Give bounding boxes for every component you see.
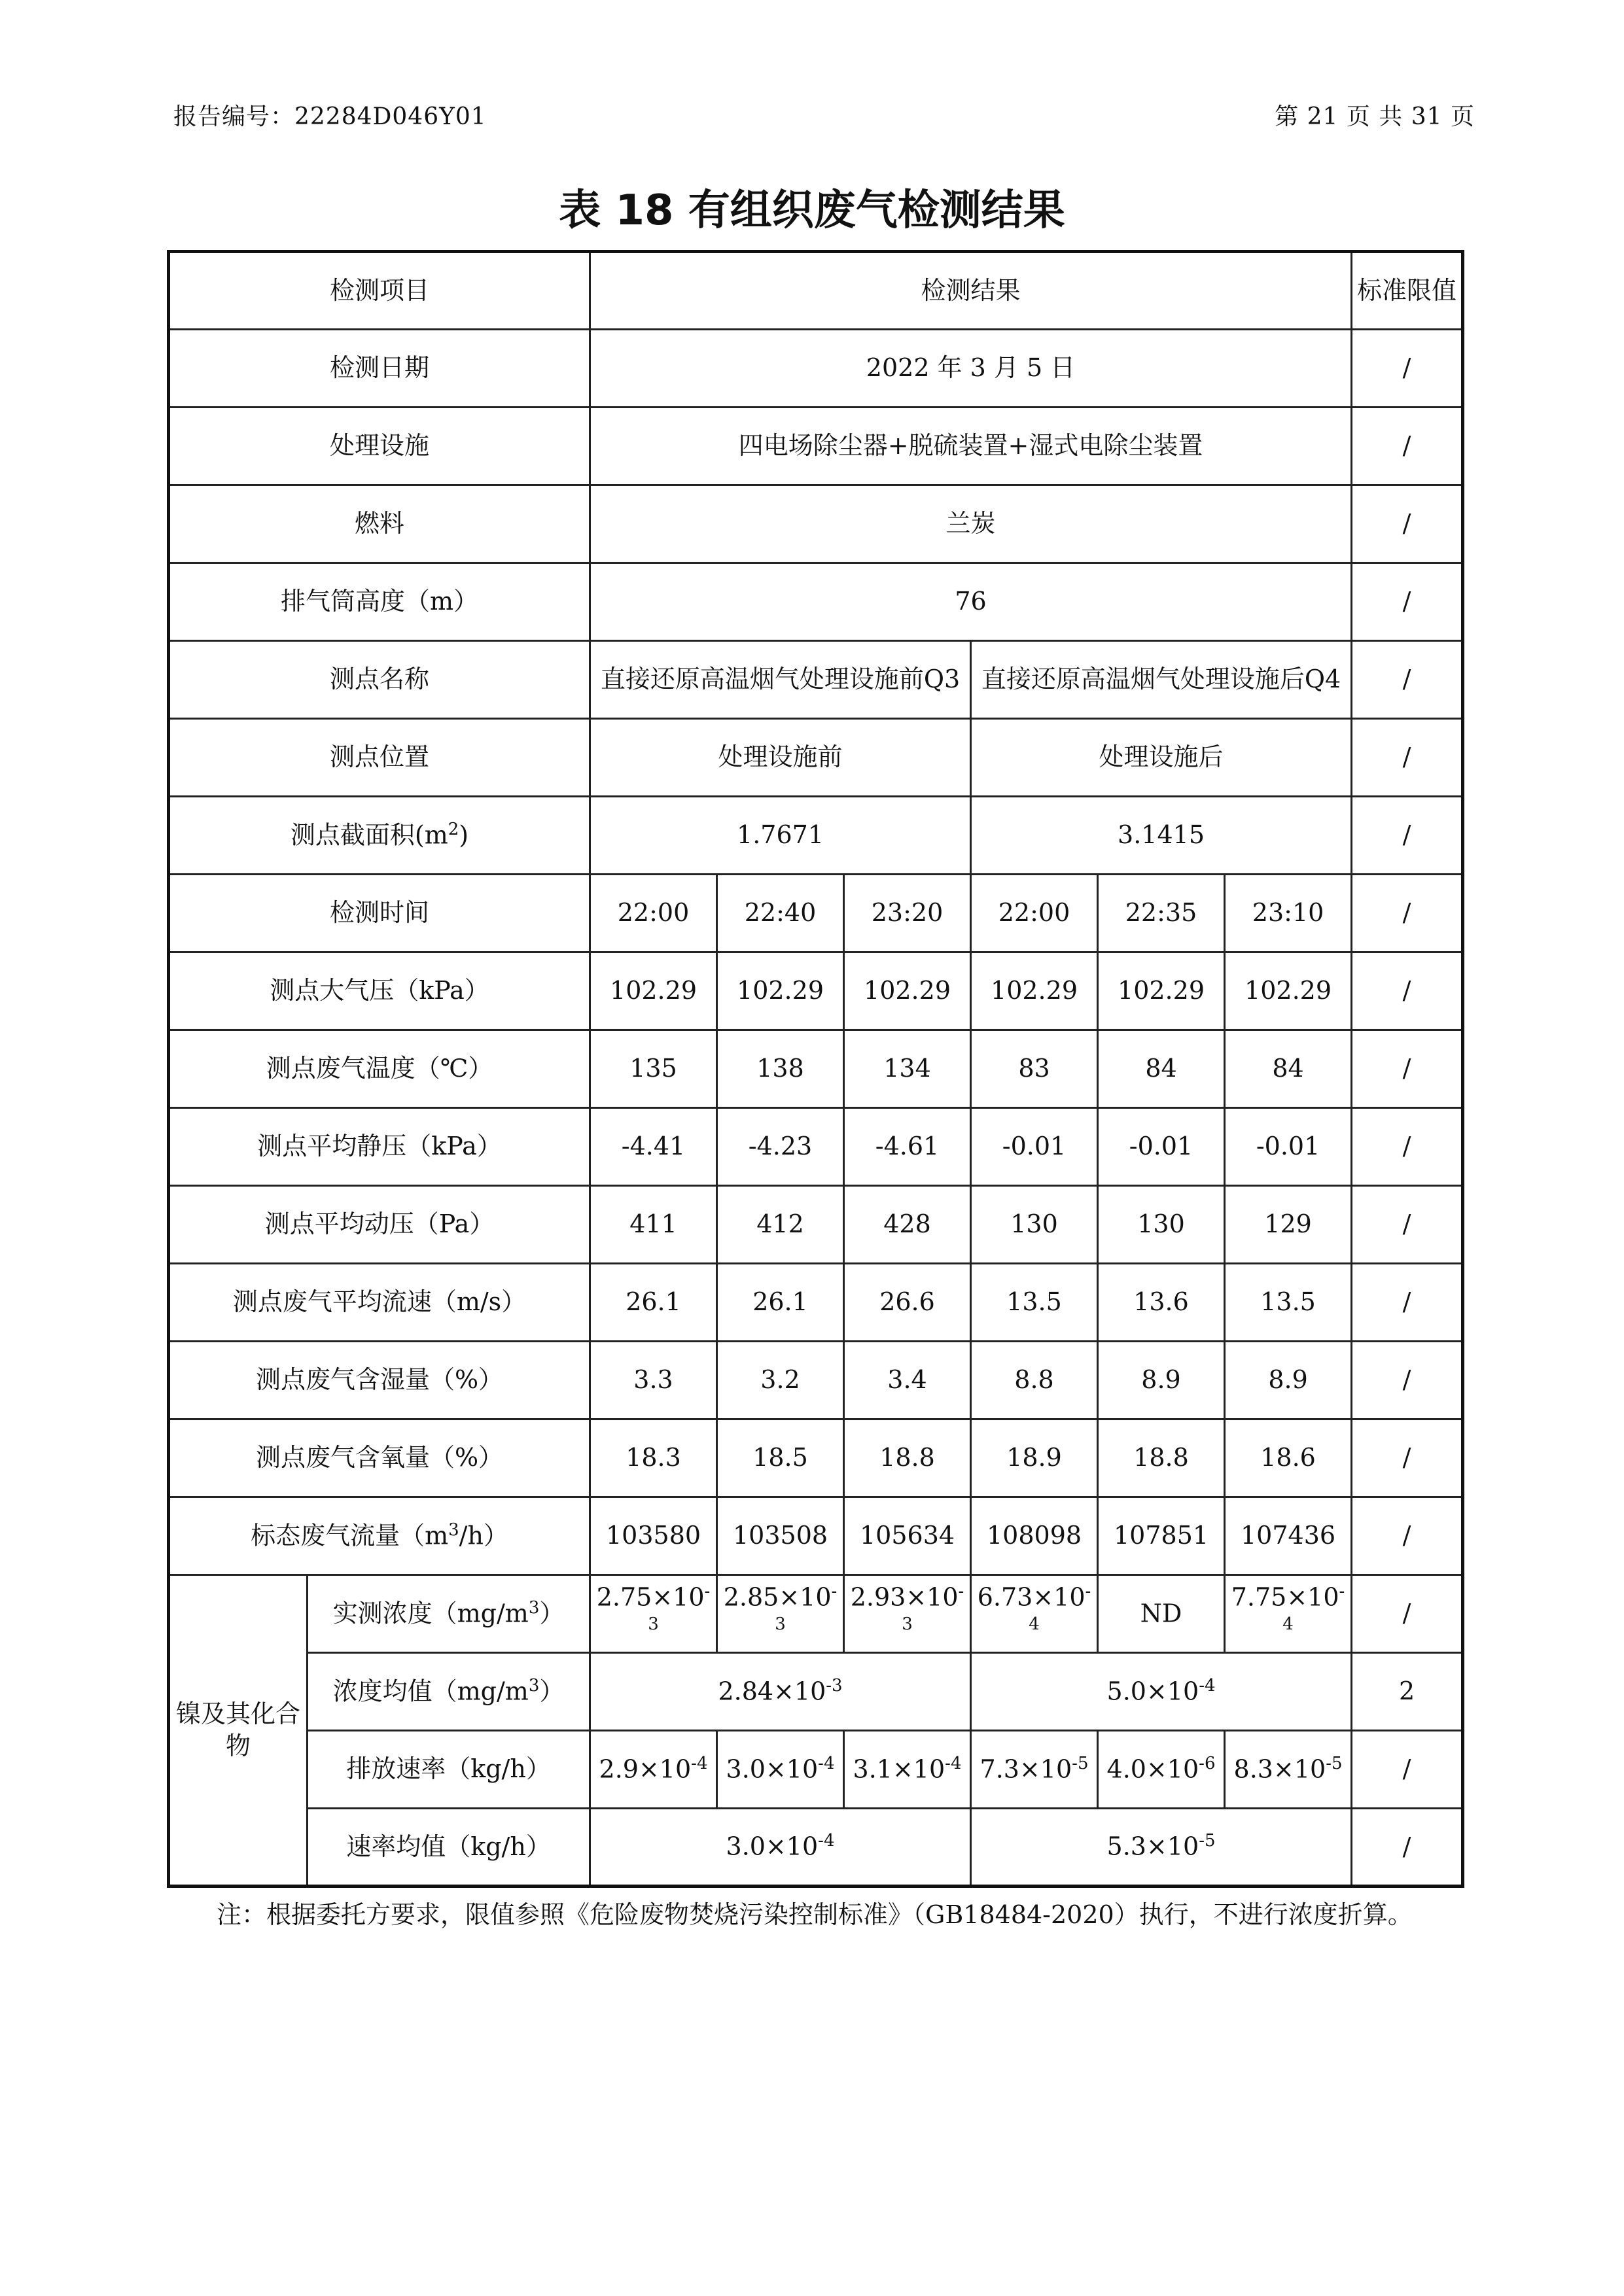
cell: 103508 — [717, 1497, 844, 1575]
label-nickel-rate-avg: 速率均值（kg/h） — [308, 1809, 590, 1887]
cell — [844, 1731, 971, 1809]
cell: 8.9 — [1098, 1342, 1225, 1419]
cell: 3.2 — [717, 1342, 844, 1419]
cell — [971, 1575, 1098, 1653]
exponent: -5 — [1072, 1753, 1089, 1773]
cell: 107436 — [1225, 1497, 1352, 1575]
label-moisture: 测点废气含湿量（%） — [169, 1342, 590, 1419]
cell: 23:10 — [1225, 875, 1352, 952]
value-stack: 76 — [590, 563, 1352, 641]
mantissa: ND — [1140, 1599, 1182, 1628]
cell: 102.29 — [971, 952, 1098, 1030]
limit-cell: / — [1352, 1419, 1463, 1497]
cell: 18.5 — [717, 1419, 844, 1497]
cell: -4.41 — [590, 1108, 717, 1186]
label-oxygen: 测点废气含氧量（%） — [169, 1419, 590, 1497]
cell: 18.6 — [1225, 1419, 1352, 1497]
cell: 84 — [1225, 1030, 1352, 1108]
label-nickel-conc-end: ） — [539, 1599, 565, 1628]
label-nickel-conc-text: 实测浓度（mg/m — [332, 1599, 529, 1628]
value-point-pos-b: 处理设施后 — [971, 719, 1352, 797]
mantissa: 7.3×10 — [980, 1754, 1072, 1784]
cell: 130 — [1098, 1186, 1225, 1264]
row-fuel — [169, 485, 1463, 563]
mantissa: 2.93×10 — [850, 1582, 959, 1612]
row-pressure — [169, 952, 1463, 1030]
limit-cell: / — [1352, 1108, 1463, 1186]
limit-cell: / — [1352, 1186, 1463, 1264]
row-nickel-rate — [169, 1731, 1463, 1809]
limit-date: / — [1352, 330, 1463, 408]
exponent: -4 — [1029, 1581, 1091, 1634]
cell: 411 — [590, 1186, 717, 1264]
cell: 135 — [590, 1030, 717, 1108]
limit-point-name: / — [1352, 641, 1463, 719]
cell — [844, 1575, 971, 1653]
value-date: 2022 年 3 月 5 日 — [590, 330, 1352, 408]
exponent: -3 — [648, 1581, 711, 1634]
label-point-name: 测点名称 — [169, 641, 590, 719]
row-moisture — [169, 1342, 1463, 1419]
label-flow — [169, 1497, 590, 1575]
limit-cell: / — [1352, 952, 1463, 1030]
mantissa: 8.3×10 — [1233, 1754, 1326, 1784]
exponent: -4 — [945, 1753, 962, 1773]
row-nickel-conc — [169, 1575, 1463, 1653]
row-area — [169, 797, 1463, 875]
cell: -0.01 — [971, 1108, 1098, 1186]
cell — [971, 1731, 1098, 1809]
cell: 105634 — [844, 1497, 971, 1575]
label-nickel-rate: 排放速率（kg/h） — [308, 1731, 590, 1809]
label-nickel-conc-avg — [308, 1653, 590, 1731]
cell: 108098 — [971, 1497, 1098, 1575]
cell — [1225, 1731, 1352, 1809]
cell: 134 — [844, 1030, 971, 1108]
label-point-pos: 测点位置 — [169, 719, 590, 797]
row-temperature — [169, 1030, 1463, 1108]
value-area-b: 3.1415 — [971, 797, 1352, 875]
cell: 22:40 — [717, 875, 844, 952]
row-flow — [169, 1497, 1463, 1575]
cell: 138 — [717, 1030, 844, 1108]
cell: 26.1 — [590, 1264, 717, 1342]
cell: -0.01 — [1098, 1108, 1225, 1186]
cell — [1098, 1731, 1225, 1809]
label-pressure: 测点大气压（kPa） — [169, 952, 590, 1030]
label-static-pressure: 测点平均静压（kPa） — [169, 1108, 590, 1186]
row-oxygen — [169, 1419, 1463, 1497]
label-temperature: 测点废气温度（℃） — [169, 1030, 590, 1108]
cell: 428 — [844, 1186, 971, 1264]
cell: 18.8 — [844, 1419, 971, 1497]
exponent: -4 — [818, 1831, 835, 1851]
header-item: 检测项目 — [169, 252, 590, 330]
label-nickel-conc-avg-end: ） — [539, 1677, 565, 1706]
value-point-name-b: 直接还原高温烟气处理设施后Q4 — [971, 641, 1352, 719]
label-nickel-conc-avg-text: 浓度均值（mg/m — [332, 1677, 529, 1706]
cell: 18.9 — [971, 1419, 1098, 1497]
limit-area: / — [1352, 797, 1463, 875]
cell: 8.8 — [971, 1342, 1098, 1419]
label-area-end: ) — [459, 820, 469, 850]
limit-cell: / — [1352, 1809, 1463, 1887]
cell: 102.29 — [717, 952, 844, 1030]
cell — [1225, 1575, 1352, 1653]
cell — [590, 1575, 717, 1653]
cell: 13.5 — [971, 1264, 1098, 1342]
cell: -0.01 — [1225, 1108, 1352, 1186]
cell — [590, 1653, 971, 1731]
limit-cell: / — [1352, 1030, 1463, 1108]
exponent: -4 — [818, 1753, 835, 1773]
row-point-pos — [169, 719, 1463, 797]
cell — [717, 1731, 844, 1809]
cell — [971, 1653, 1352, 1731]
limit-facility: / — [1352, 408, 1463, 485]
row-velocity — [169, 1264, 1463, 1342]
mantissa: 2.9×10 — [599, 1754, 692, 1784]
cell: 83 — [971, 1030, 1098, 1108]
mantissa: 3.0×10 — [726, 1754, 819, 1784]
cell: 13.5 — [1225, 1264, 1352, 1342]
limit-cell: / — [1352, 1264, 1463, 1342]
value-area-a: 1.7671 — [590, 797, 971, 875]
mantissa: 3.0×10 — [726, 1832, 819, 1862]
mantissa: 2.85×10 — [723, 1582, 832, 1612]
cell: 3.4 — [844, 1342, 971, 1419]
label-flow-text: 标态废气流量（m — [251, 1521, 449, 1550]
cell: 107851 — [1098, 1497, 1225, 1575]
cell: 3.3 — [590, 1342, 717, 1419]
cell — [1098, 1575, 1225, 1653]
label-nickel-conc-sup: 3 — [528, 1597, 540, 1618]
cell: 129 — [1225, 1186, 1352, 1264]
limit-fuel: / — [1352, 485, 1463, 563]
label-fuel: 燃料 — [169, 485, 590, 563]
mantissa: 2.75×10 — [596, 1582, 705, 1612]
exponent: -5 — [1199, 1831, 1216, 1851]
exponent: -4 — [1199, 1675, 1216, 1696]
mantissa: 7.75×10 — [1231, 1582, 1339, 1612]
row-facility — [169, 408, 1463, 485]
label-flow-sup: 3 — [448, 1520, 459, 1540]
cell: 130 — [971, 1186, 1098, 1264]
label-area-sup: 2 — [448, 819, 459, 839]
exponent: -3 — [902, 1581, 964, 1634]
cell: 22:35 — [1098, 875, 1225, 952]
row-dynamic-pressure — [169, 1186, 1463, 1264]
row-stack — [169, 563, 1463, 641]
exponent: -6 — [1199, 1753, 1216, 1773]
limit-cell: / — [1352, 1497, 1463, 1575]
label-nickel-conc — [308, 1575, 590, 1653]
cell: 26.1 — [717, 1264, 844, 1342]
limit-cell: / — [1352, 1575, 1463, 1653]
cell: 13.6 — [1098, 1264, 1225, 1342]
header-limit: 标准限值 — [1352, 252, 1463, 330]
label-date: 检测日期 — [169, 330, 590, 408]
page-indicator: 第 21 页 共 31 页 — [1275, 103, 1475, 130]
limit-cell: 2 — [1352, 1653, 1463, 1731]
label-velocity: 测点废气平均流速（m/s） — [169, 1264, 590, 1342]
cell: 102.29 — [590, 952, 717, 1030]
value-fuel: 兰炭 — [590, 485, 1352, 563]
exponent: -4 — [1282, 1581, 1345, 1634]
cell — [971, 1809, 1352, 1887]
cell: 8.9 — [1225, 1342, 1352, 1419]
mantissa: 6.73×10 — [977, 1582, 1086, 1612]
cell — [590, 1731, 717, 1809]
limit-cell: / — [1352, 875, 1463, 952]
label-flow-end: /h） — [459, 1521, 508, 1550]
cell: 18.8 — [1098, 1419, 1225, 1497]
row-nickel-rate-avg — [169, 1809, 1463, 1887]
row-time — [169, 875, 1463, 952]
results-table — [167, 250, 1464, 1888]
mantissa: 3.1×10 — [853, 1754, 945, 1784]
label-area-text: 测点截面积(m — [290, 820, 448, 850]
footnote: 注：根据委托方要求，限值参照《危险废物焚烧污染控制标准》（GB18484-2020）执行，不进行浓度折算。 — [217, 1900, 1413, 1929]
exponent: -5 — [1326, 1753, 1343, 1773]
mantissa: 5.0×10 — [1106, 1677, 1199, 1706]
row-date — [169, 330, 1463, 408]
cell: 102.29 — [1098, 952, 1225, 1030]
cell: 22:00 — [590, 875, 717, 952]
cell: 412 — [717, 1186, 844, 1264]
group-nickel: 镍及其化合物 — [169, 1575, 308, 1887]
report-number: 报告编号：22284D046Y01 — [173, 103, 487, 130]
cell — [717, 1575, 844, 1653]
row-nickel-conc-avg — [169, 1653, 1463, 1731]
limit-cell: / — [1352, 1342, 1463, 1419]
cell: 18.3 — [590, 1419, 717, 1497]
exponent: -3 — [775, 1581, 838, 1634]
cell: 102.29 — [844, 952, 971, 1030]
value-facility: 四电场除尘器+脱硫装置+湿式电除尘装置 — [590, 408, 1352, 485]
label-dynamic-pressure: 测点平均动压（Pa） — [169, 1186, 590, 1264]
cell: 22:00 — [971, 875, 1098, 952]
cell: 84 — [1098, 1030, 1225, 1108]
limit-point-pos: / — [1352, 719, 1463, 797]
exponent: -4 — [691, 1753, 708, 1773]
exponent: -3 — [826, 1675, 843, 1696]
cell: -4.23 — [717, 1108, 844, 1186]
cell: 103580 — [590, 1497, 717, 1575]
row-static-pressure — [169, 1108, 1463, 1186]
label-facility: 处理设施 — [169, 408, 590, 485]
cell: -4.61 — [844, 1108, 971, 1186]
label-area — [169, 797, 590, 875]
cell — [590, 1809, 971, 1887]
mantissa: 5.3×10 — [1106, 1832, 1199, 1862]
header-row — [169, 252, 1463, 330]
row-point-name — [169, 641, 1463, 719]
limit-cell: / — [1352, 1731, 1463, 1809]
cell: 23:20 — [844, 875, 971, 952]
mantissa: 4.0×10 — [1106, 1754, 1199, 1784]
label-nickel-conc-avg-sup: 3 — [528, 1675, 540, 1696]
cell: 26.6 — [844, 1264, 971, 1342]
value-point-pos-a: 处理设施前 — [590, 719, 971, 797]
cell: 102.29 — [1225, 952, 1352, 1030]
header-result: 检测结果 — [590, 252, 1352, 330]
value-point-name-a: 直接还原高温烟气处理设施前Q3 — [590, 641, 971, 719]
limit-stack: / — [1352, 563, 1463, 641]
table-title: 表 18 有组织废气检测结果 — [559, 186, 1065, 235]
label-time: 检测时间 — [169, 875, 590, 952]
mantissa: 2.84×10 — [718, 1677, 826, 1706]
label-stack: 排气筒高度（m） — [169, 563, 590, 641]
